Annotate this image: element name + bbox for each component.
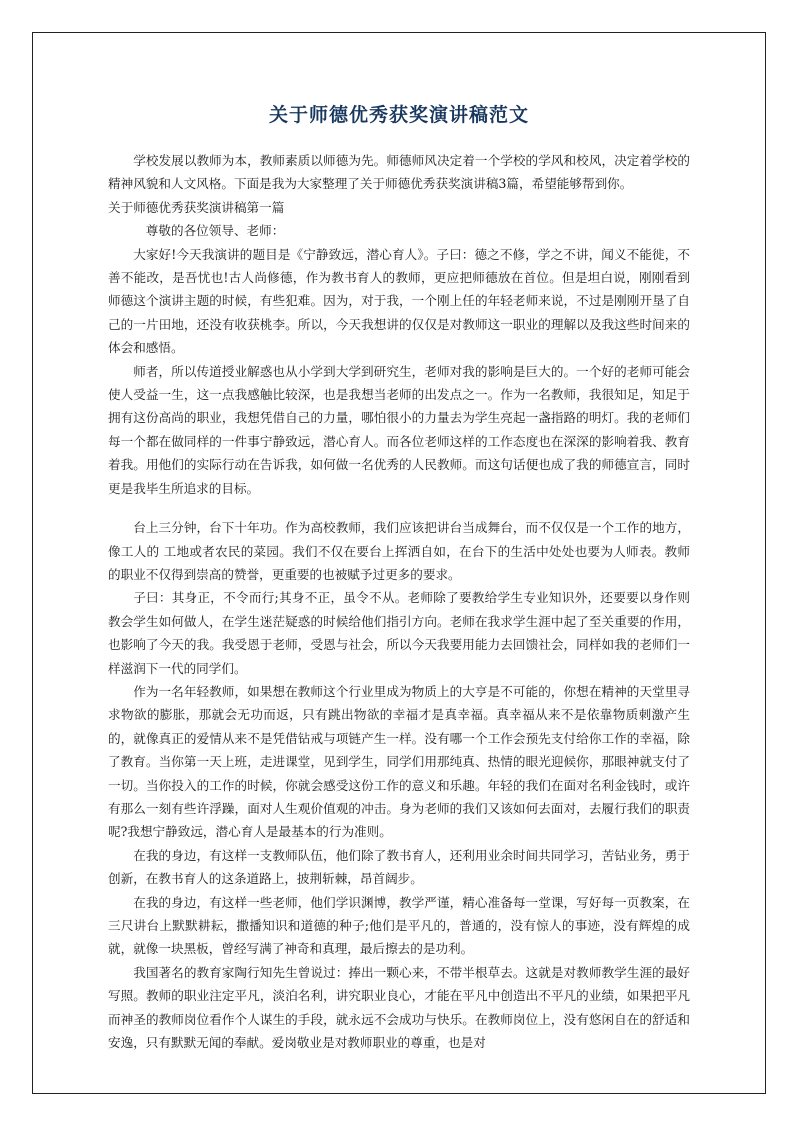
salutation: 尊敬的各位领导、老师：	[145, 223, 285, 239]
body-paragraph: 在我的身边，有这样一些老师，他们学识渊博，教学严谨，精心准备每一堂课，写好每一页教案，在三尺讲台上默默耕耘，撒播知识和道德的种子;他们是平凡的，普通的，没有惊人的事迹，没有辉煌的成就，就像一块黑板，曾经写满了神奇和真理，最后擦去的是功利。	[108, 894, 690, 957]
body-paragraph: 作为一名年轻教师，如果想在教师这个行业里成为物质上的大亨是不可能的，你想在精神的天堂里寻求物欲的膨胀，那就会无功而返，只有跳出物欲的幸福才是真幸福。真幸福从来不是依靠物质刺激产生的，就像真正的爱情从来不是凭借钻戒与项链产生一样。没有哪一个工作会预先支付给你工作的幸福，除了教育。当你第一天上班，走进课堂，见到学生，同学们用那纯真、热情的眼光迎候你，那眼神就支付了一切。当你投入的工作的时候，你就会感受这份工作的意义和乐趣。年轻的我们在面对名利金钱时，或许有那么一刻有些许浮躁，面对人生观价值观的冲击。身为老师的我们又该如何去面对，去履行我们的职责呢?我想宁静致远，潜心育人是最基本的行为准则。	[108, 683, 690, 840]
body-paragraph: 台上三分钟，台下十年功。作为高校教师，我们应该把讲台当成舞台，而不仅仅是一个工作的地方，像工人的 工地或者农民的菜园。我们不仅在要台上挥洒自如，在台下的生活中处处也要为人师表。教师的职业不仅得到崇高的赞誉，更重要的也被赋予过更多的要求。	[108, 520, 690, 582]
body-paragraph: 大家好!今天我演讲的题目是《宁静致远，潜心育人》。子曰：德之不修，学之不讲，闻义不能徙，不善不能改，是吾忧也!古人尚修德，作为教书育人的教师，更应把师德放在首位。但是坦白说，刚刚看到师德这个演讲主题的时候，有些犯难。因为，对于我，一个刚上任的年轻老师来说，不过是刚刚开垦了自己的一片田地，还没有收获桃李。所以，今天我想讲的仅仅是对教师这一职业的理解以及我这些时间来的体会和感悟。	[108, 246, 690, 356]
body-paragraph: 子曰：其身正，不令而行;其身不正，虽令不从。老师除了要教给学生专业知识外，还要要以身作则教会学生如何做人，在学生迷茫疑惑的时候给他们指引方向。老师在我求学生涯中起了至关重要的作用，也影响了今天的我。我受恩于老师，受恩与社会，所以今天我要用能力去回馈社会，同样如我的老师们一样滋润下一代的同学们。	[108, 590, 690, 676]
intro-paragraph: 学校发展以教师为本，教师素质以师德为先。师德师风决定着一个学校的学风和校风，决定着学校的精神风貌和人文风格。下面是我为大家整理了关于师德优秀获奖演讲稿3篇，希望能够帮到你。	[108, 153, 690, 192]
body-paragraph: 在我的身边，有这样一支教师队伍，他们除了教书育人，还利用业余时间共同学习，苦钻业务，勇于创新，在教书育人的这条道路上，披荆斩棘，昂首阔步。	[108, 847, 690, 887]
document-body	[108, 100, 690, 1054]
document-title: 关于师德优秀获奖演讲稿范文	[268, 104, 529, 126]
paragraph-gap	[108, 500, 690, 516]
body-paragraph: 我国著名的教育家陶行知先生曾说过：捧出一颗心来，不带半根草去。这就是对教师教学生涯的最好写照。教师的职业注定平凡，淡泊名利，讲究职业良心，才能在平凡中创造出不平凡的业绩，如果把平凡而神圣的教师岗位看作个人谋生的手段，就永远不会成功与快乐。在教师岗位上，没有悠闲自在的舒适和安逸，只有默默无闻的奉献。爱岗敬业是对教师职业的尊重，也是对	[108, 964, 690, 1051]
section-heading: 关于师德优秀获奖演讲稿第一篇	[108, 199, 285, 215]
body-paragraph: 师者，所以传道授业解惑也从小学到大学到研究生，老师对我的影响是巨大的。一个好的老师可能会使人受益一生，这一点我感触比较深，也是我想当老师的出发点之一。作为一名教师，我很知足，知足于拥有这份高尚的职业，我想凭借自己的力量，哪怕很小的力量去为学生亮起一盏指路的明灯。我的老师们每一个都在做同样的一件事宁静致远，潜心育人。而各位老师这样的工作态度也在深深的影响着我、教育着我。用他们的实际行动在告诉我，如何做一名优秀的人民教师。而这句话便也成了我的师德宣言，同时更是我毕生所追求的目标。	[108, 363, 690, 496]
